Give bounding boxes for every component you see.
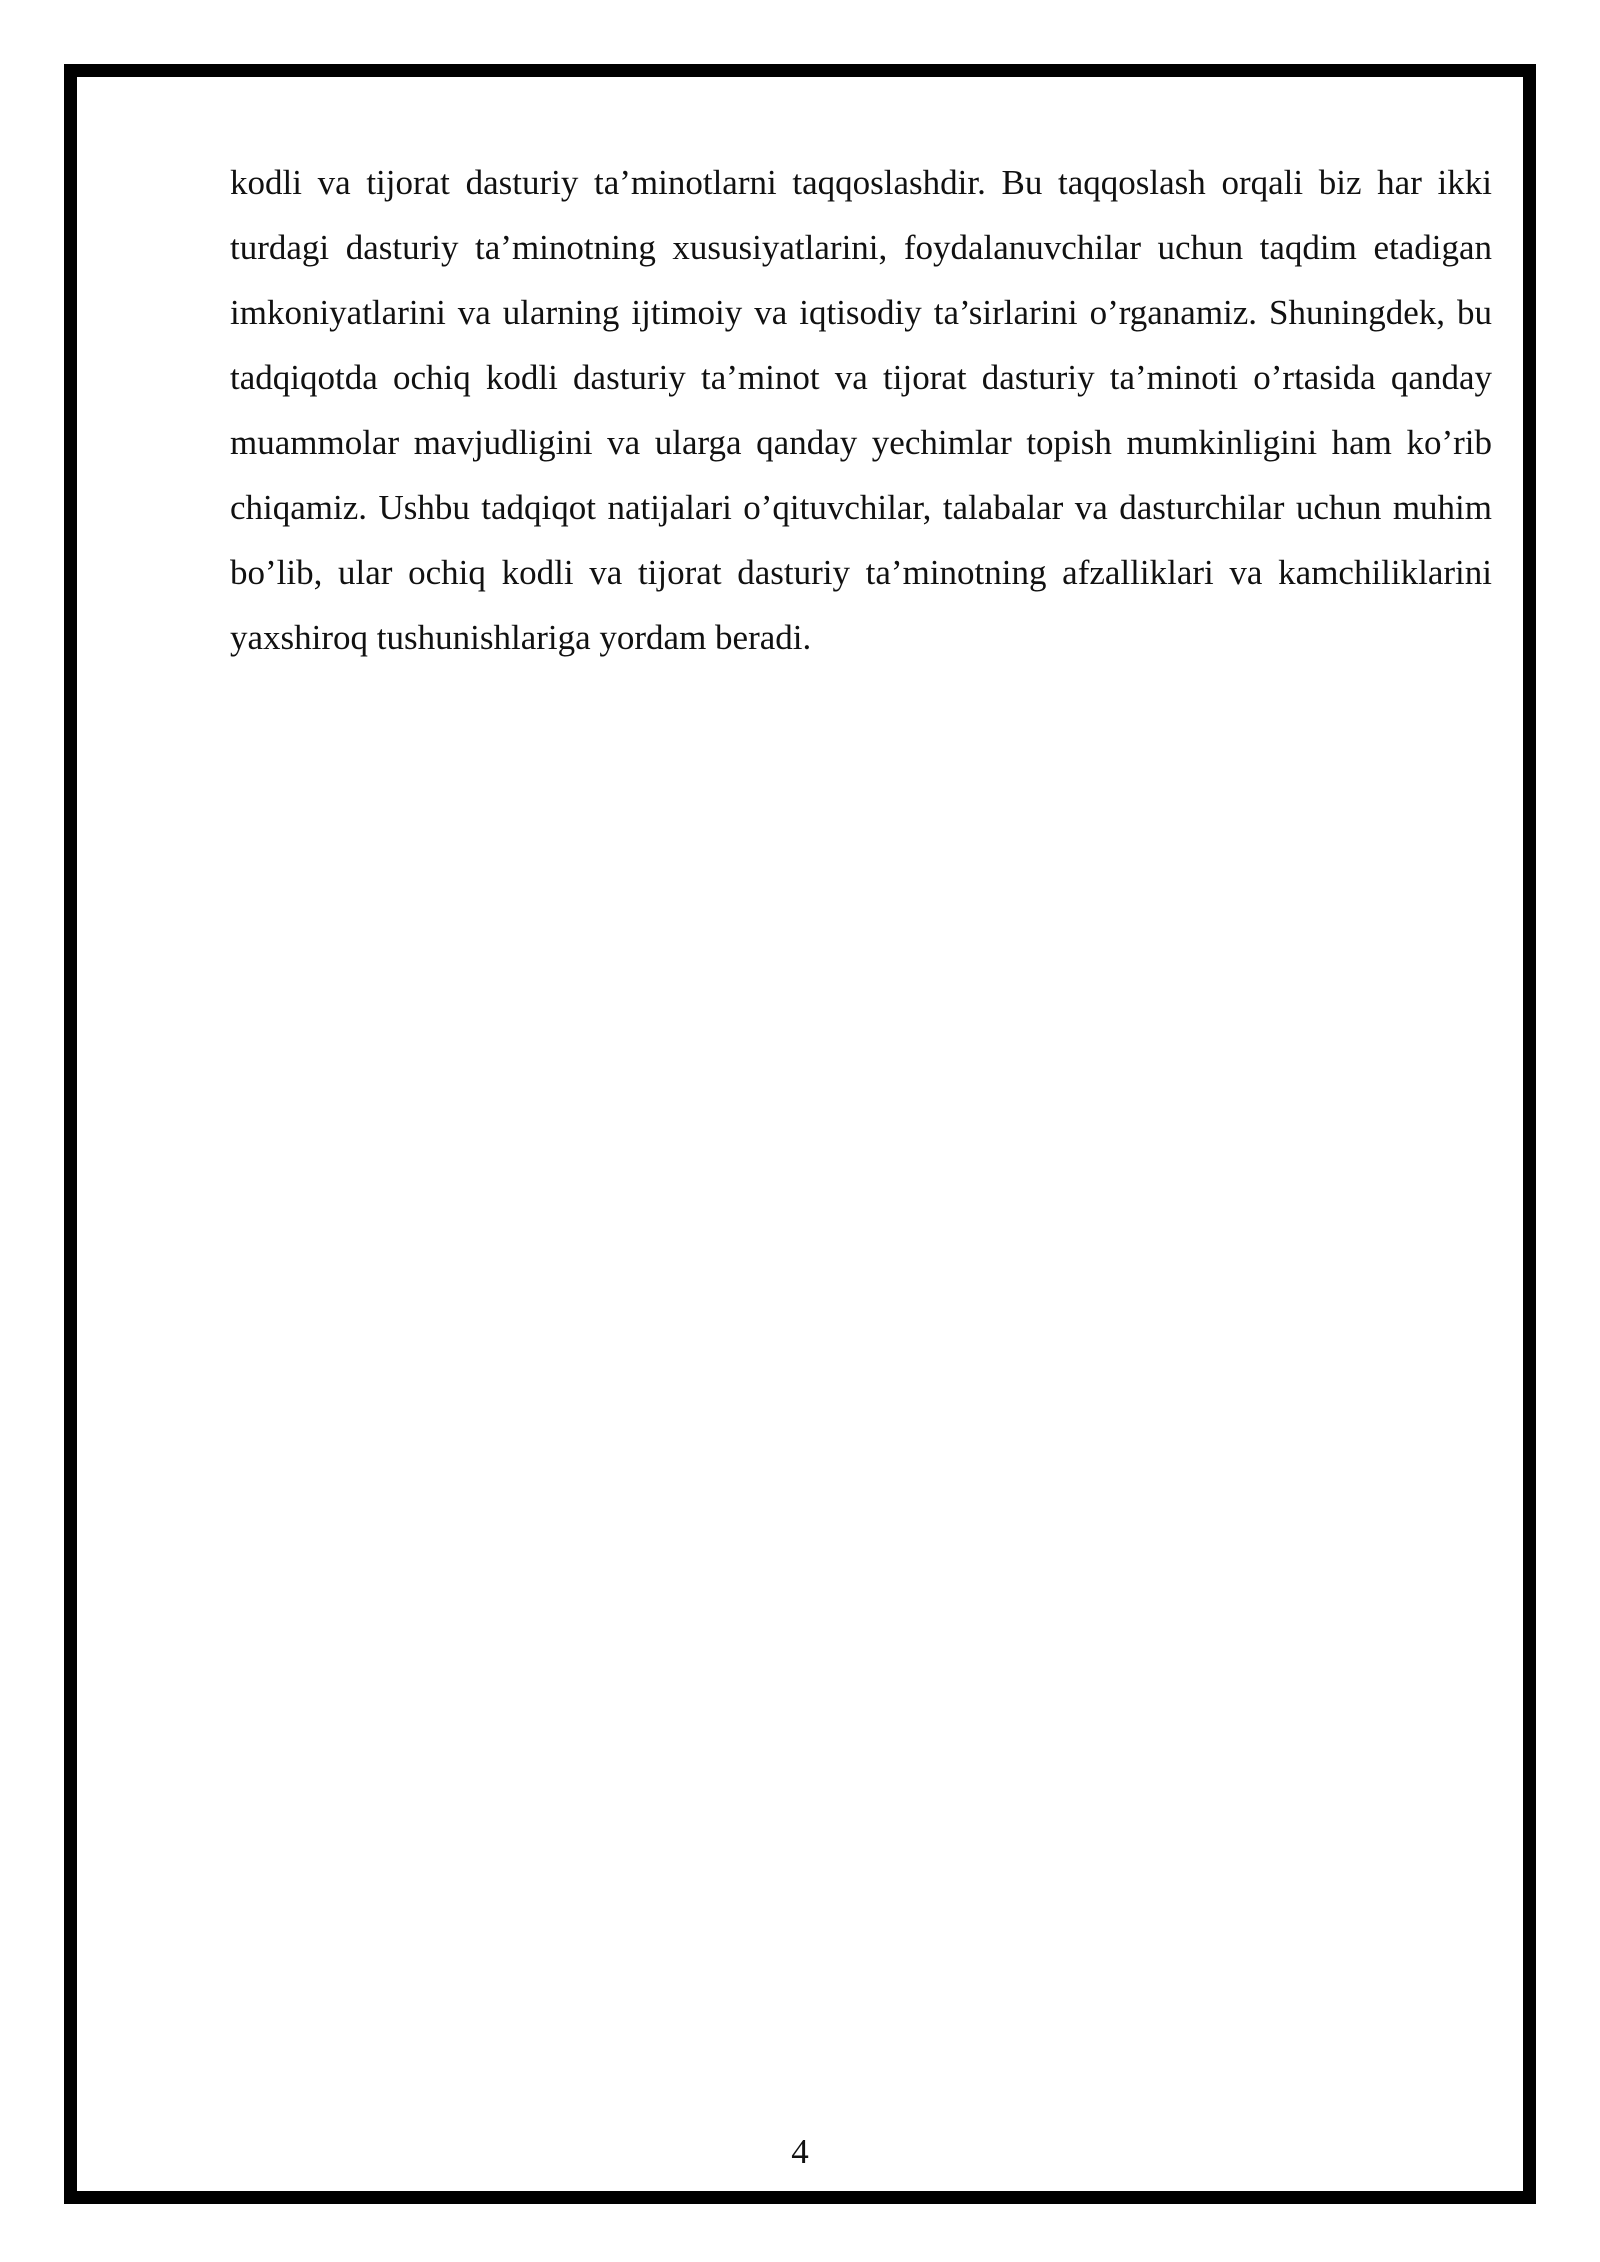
body-paragraph: kodli va tijorat dasturiy ta’minotlarni taqqoslashdir. Bu taqqoslash orqali biz har ikki turdagi dasturiy ta’minotning xususiyatlarini, foydalanuvchilar uchun taqdim etadigan imkoniyatlarini va ularning ijtimoiy va iqtisodiy ta’sirlarini o’rganamiz. Shuningdek, bu tadqiqotda ochiq kodli dasturiy ta’minot va tijorat dasturiy ta’minoti o’rtasida qanday muammolar mavjudligini va ularga qanday yechimlar topish mumkinligini ham ko’rib chiqamiz. Ushbu tadqiqot natijalari o’qituvchilar, talabalar va dasturchilar uchun muhim bo’lib, ular ochiq kodli va tijorat dasturiy ta’minotning afzalliklari va kamchiliklarini yaxshiroq tushunishlariga yordam beradi. <box>230 163 1492 657</box>
page-number: 4 <box>791 2132 809 2171</box>
